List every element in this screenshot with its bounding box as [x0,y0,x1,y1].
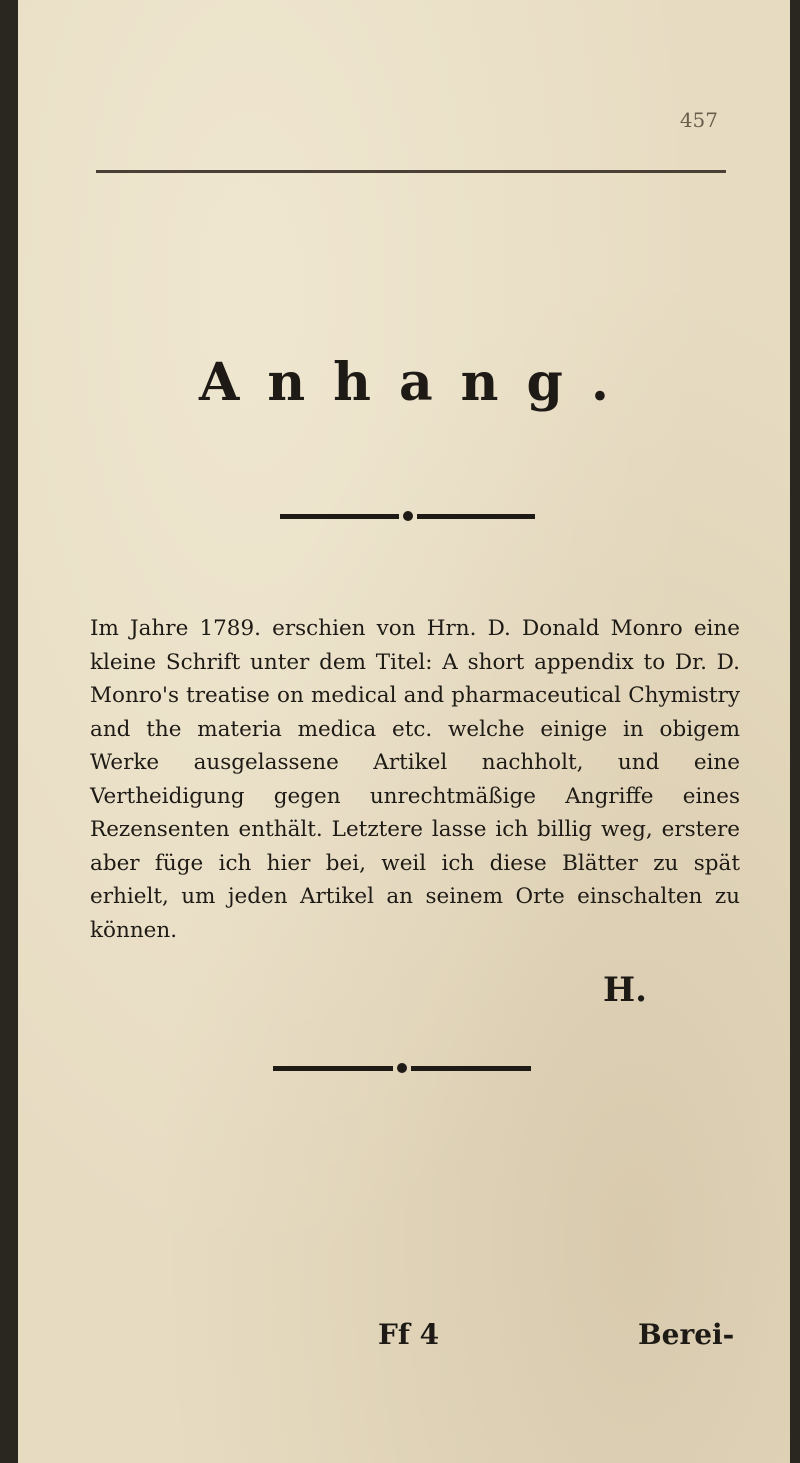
catchword: Berei- [638,1318,735,1351]
ornamental-divider-top [280,513,535,519]
ornament-dot-icon [397,1063,407,1073]
ornamental-divider-bottom [273,1065,531,1071]
page-number: 457 [679,108,718,132]
paragraph: Im Jahre 1789. erschien von Hrn. D. Donald Monro eine kleine Schrift unter dem Titel: A short appendix to Dr. D. Monro's treatise on medical and pharmaceutical Chymistry and the materia medica etc. welche einige in obigem Werke ausgelassene Artikel nachholt, und eine Vertheidigung gegen unrechtmäßige Angriffe eines Rezensenten enthält. Letztere lasse ich billig weg, erstere aber füge ich hier bei, weil ich diese Blätter zu spät erhielt, um jeden Artikel an seinem Orte einschalten zu können. [90,616,740,943]
book-page [18,0,790,1463]
author-signature: H. [603,970,647,1010]
printer-signature-mark: Ff 4 [378,1318,440,1351]
body-text [90,612,740,947]
page-title: Anhang. [199,352,637,413]
header-rule [96,170,726,173]
ornament-dot-icon [403,511,413,521]
